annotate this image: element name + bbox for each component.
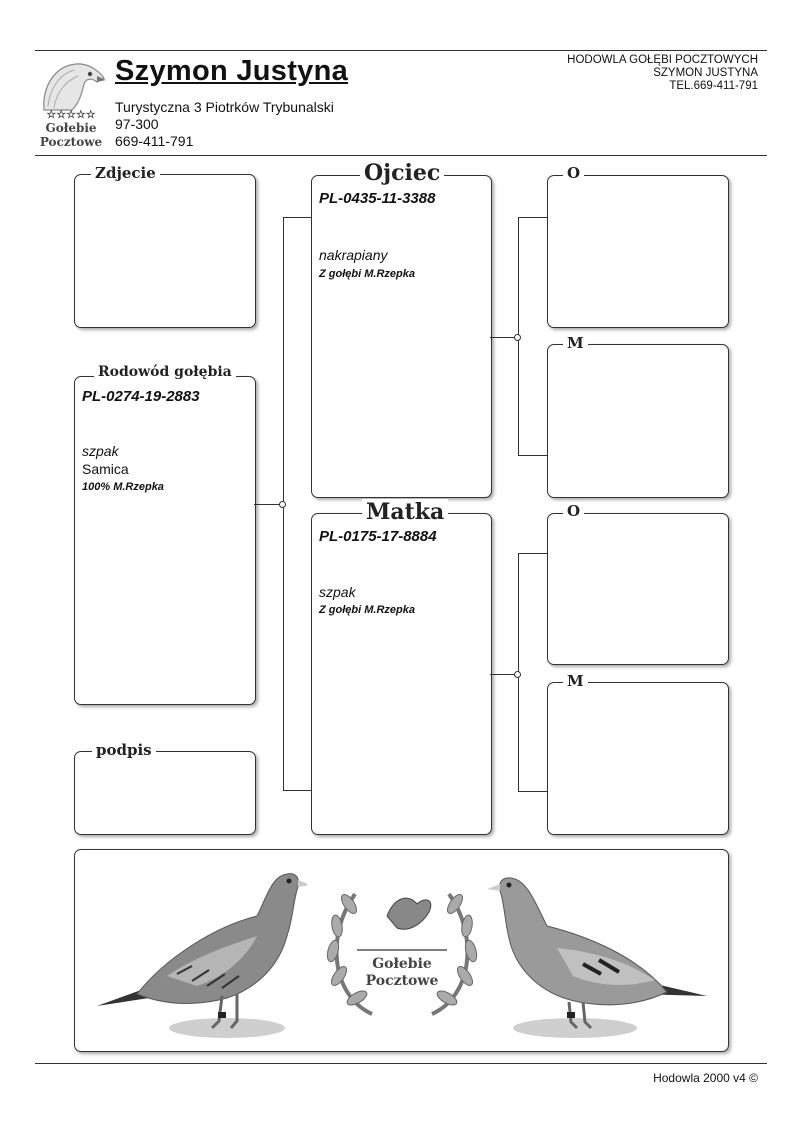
signature-box-label: podpis: [92, 741, 156, 759]
pigeon-box-label: Rodowód gołębia: [94, 364, 236, 380]
right-info-line1: HODOWLA GOŁĘBI POCZTOWYCH: [567, 54, 758, 66]
header-bottom-rule: [35, 155, 767, 156]
address-postal: 97-300: [115, 116, 159, 132]
emblem-line1: Gołebie: [372, 956, 432, 972]
logo-line1: Gołebie: [45, 121, 97, 135]
father-box: [311, 175, 492, 498]
pigeon-left-image: [97, 856, 307, 1046]
header-right-info: [567, 54, 758, 93]
breeder-name: Szymon Justyna: [115, 55, 349, 87]
father-color: nakrapiany: [319, 247, 388, 263]
connector-line: [518, 455, 547, 456]
mother-box-label: Matka: [362, 499, 448, 525]
connector-knob: [514, 334, 521, 341]
pigeon-banner: [74, 849, 729, 1052]
father-mother-label: M: [563, 334, 588, 352]
logo: [34, 58, 108, 150]
father-box-label: Ojciec: [360, 160, 444, 186]
emblem-line2: Pocztowe: [365, 973, 439, 989]
signature-box: [74, 751, 256, 835]
mother-color: szpak: [319, 584, 356, 600]
address-street: Turystyczna 3 Piotrków Trybunalski: [115, 99, 334, 115]
logo-line2: Pocztowe: [39, 135, 103, 149]
connector-line: [283, 790, 311, 791]
address-phone: 669-411-791: [115, 133, 194, 149]
connector-line: [518, 553, 547, 554]
photo-box-label: Zdjecie: [91, 164, 160, 182]
connector-line: [518, 791, 547, 792]
connector-line: [283, 217, 311, 218]
connector-knob: [279, 501, 286, 508]
pigeon-sex: Samica: [82, 461, 129, 477]
laurel-emblem-icon: [317, 866, 487, 1026]
mother-father-box: [547, 513, 729, 665]
footer-rule: [35, 1063, 767, 1064]
photo-box: [74, 174, 256, 328]
pigeon-color: szpak: [82, 443, 119, 459]
mother-box: [311, 513, 492, 835]
connector-knob: [514, 671, 521, 678]
father-father-box: [547, 175, 729, 328]
pigeon-breeder: 100% M.Rzepka: [82, 481, 164, 493]
father-breeder: Z gołębi M.Rzepka: [319, 268, 415, 280]
pigeon-ring-number: PL-0274-19-2883: [82, 388, 200, 405]
father-mother-box: [547, 344, 729, 498]
mother-breeder: Z gołębi M.Rzepka: [319, 604, 415, 616]
mother-mother-label: M: [563, 672, 588, 690]
father-father-label: O: [563, 164, 584, 182]
pigeon-box: [74, 376, 256, 705]
logo-stars: ☆☆☆☆☆: [46, 108, 96, 121]
footer-text: Hodowla 2000 v4 ©: [653, 1071, 758, 1085]
right-info-line3: TEL.669-411-791: [669, 80, 758, 92]
mother-mother-box: [547, 682, 729, 835]
father-ring-number: PL-0435-11-3388: [319, 190, 436, 207]
header-top-rule: [35, 50, 767, 51]
pigeon-right-image: [487, 856, 707, 1046]
connector-line: [518, 217, 547, 218]
mother-father-label: O: [563, 502, 584, 520]
mother-ring-number: PL-0175-17-8884: [319, 528, 437, 545]
right-info-line2: SZYMON JUSTYNA: [653, 67, 758, 79]
